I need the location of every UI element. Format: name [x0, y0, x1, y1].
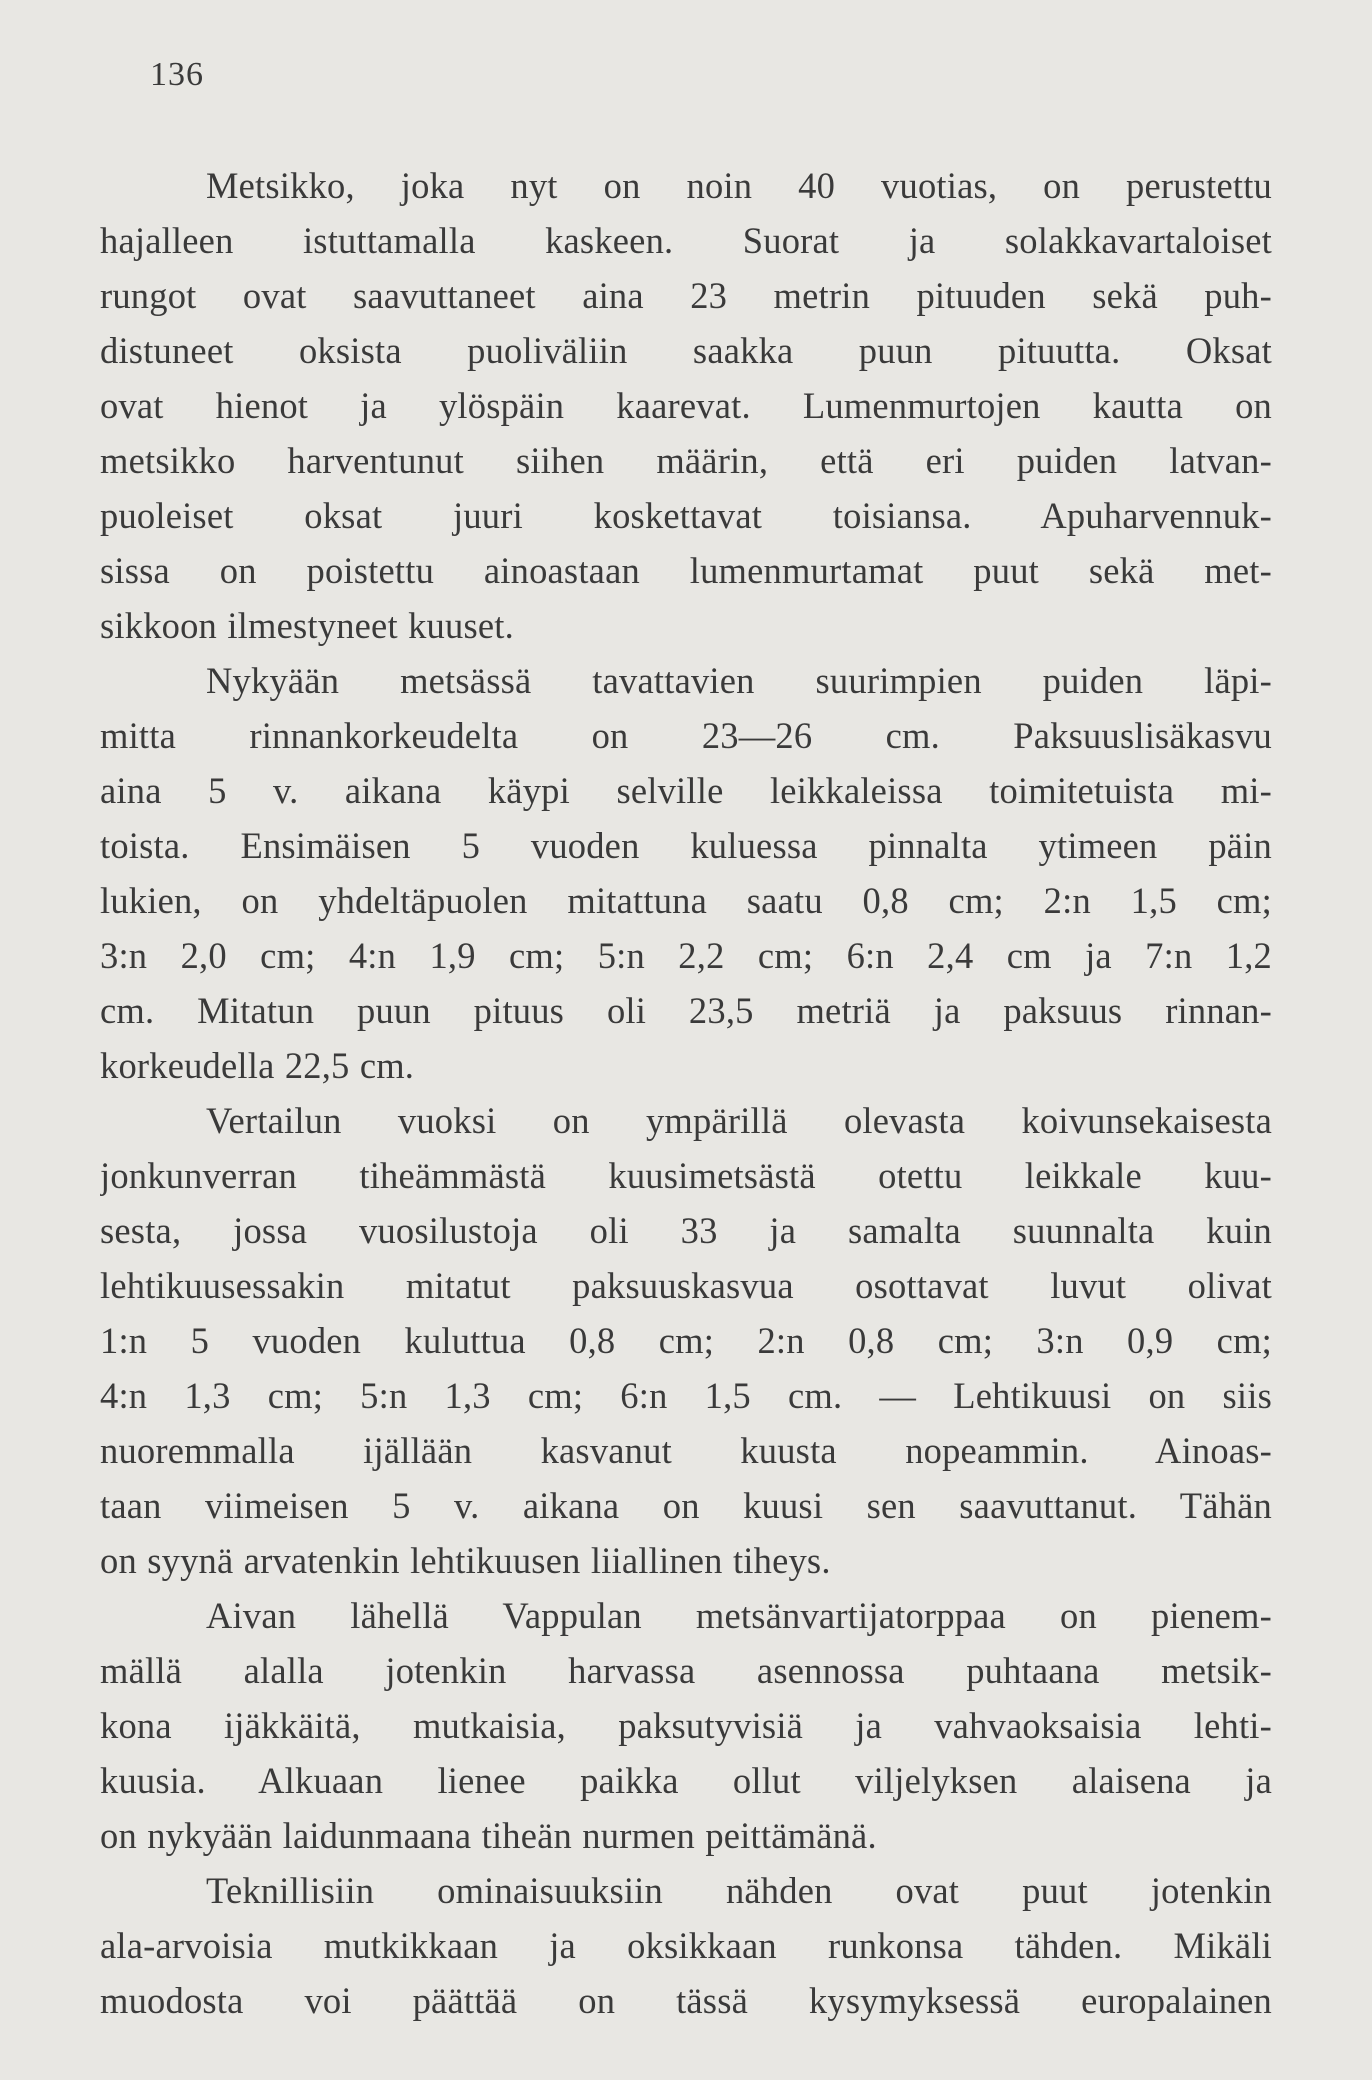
text-line: muodosta voi päättää on tässä kysymyksessä europalainen: [100, 1980, 1272, 2021]
text-line: sikkoon ilmestyneet kuuset.: [100, 605, 514, 646]
text-line: Aivan lähellä Vappulan metsänvartijatorppaa on pienem-: [206, 1595, 1272, 1636]
text-line: mällä alalla jotenkin harvassa asennossa puhtaana metsik-: [100, 1650, 1272, 1691]
text-line: Vertailun vuoksi on ympärillä olevasta koivunsekaisesta: [206, 1100, 1272, 1141]
text-line: Teknillisiin ominaisuuksiin nähden ovat puut jotenkin: [206, 1870, 1272, 1911]
text-line: Nykyään metsässä tavattavien suurimpien puiden läpi-: [206, 660, 1272, 701]
text-line: ovat hienot ja ylöspäin kaarevat. Lumenmurtojen kautta on: [100, 385, 1272, 426]
text-line: lehtikuusessakin mitatut paksuuskasvua osottavat luvut olivat: [100, 1265, 1272, 1306]
text-line: on syynä arvatenkin lehtikuusen liiallinen tiheys.: [100, 1540, 831, 1581]
text-line: puoleiset oksat juuri koskettavat toisiansa. Apuharvennuk-: [100, 495, 1272, 536]
page-number: 136: [150, 56, 204, 93]
text-line: 1:n 5 vuoden kuluttua 0,8 cm; 2:n 0,8 cm; 3:n 0,9 cm;: [100, 1320, 1272, 1361]
text-line: hajalleen istuttamalla kaskeen. Suorat ja solakkavartaloiset: [100, 220, 1272, 261]
text-line: on nykyään laidunmaana tiheän nurmen peittämänä.: [100, 1815, 877, 1856]
text-line: jonkunverran tiheämmästä kuusimetsästä otettu leikkale kuu-: [100, 1155, 1272, 1196]
text-line: sissa on poistettu ainoastaan lumenmurtamat puut sekä met-: [100, 550, 1272, 591]
text-line: lukien, on yhdeltäpuolen mitattuna saatu 0,8 cm; 2:n 1,5 cm;: [100, 880, 1272, 921]
text-line: kuusia. Alkuaan lienee paikka ollut viljelyksen alaisena ja: [100, 1760, 1272, 1801]
text-line: 4:n 1,3 cm; 5:n 1,3 cm; 6:n 1,5 cm. — Lehtikuusi on siis: [100, 1375, 1272, 1416]
text-line: taan viimeisen 5 v. aikana on kuusi sen saavuttanut. Tähän: [100, 1485, 1272, 1526]
text-line: nuoremmalla ijällään kasvanut kuusta nopeammin. Ainoas-: [100, 1430, 1272, 1471]
text-line: cm. Mitatun puun pituus oli 23,5 metriä ja paksuus rinnan-: [100, 990, 1272, 1031]
text-line: aina 5 v. aikana käypi selville leikkaleissa toimitetuista mi-: [100, 770, 1272, 811]
text-line: korkeudella 22,5 cm.: [100, 1045, 415, 1086]
text-line: sesta, jossa vuosilustoja oli 33 ja samalta suunnalta kuin: [100, 1210, 1272, 1251]
text-line: kona ijäkkäitä, mutkaisia, paksutyvisiä ja vahvaoksaisia lehti-: [100, 1705, 1272, 1746]
text-line: 3:n 2,0 cm; 4:n 1,9 cm; 5:n 2,2 cm; 6:n 2,4 cm ja 7:n 1,2: [100, 935, 1272, 976]
text-line: ala-arvoisia mutkikkaan ja oksikkaan runkonsa tähden. Mikäli: [100, 1925, 1272, 1966]
text-line: distuneet oksista puoliväliin saakka puun pituutta. Oksat: [100, 330, 1272, 371]
body-text: [100, 158, 1272, 2028]
text-line: rungot ovat saavuttaneet aina 23 metrin pituuden sekä puh-: [100, 275, 1272, 316]
text-line: toista. Ensimäisen 5 vuoden kuluessa pinnalta ytimeen päin: [100, 825, 1272, 866]
text-line: mitta rinnankorkeudelta on 23—26 cm. Paksuuslisäkasvu: [100, 715, 1272, 756]
text-line: Metsikko, joka nyt on noin 40 vuotias, on perustettu: [206, 165, 1272, 206]
text-line: metsikko harventunut siihen määrin, että eri puiden latvan-: [100, 440, 1272, 481]
